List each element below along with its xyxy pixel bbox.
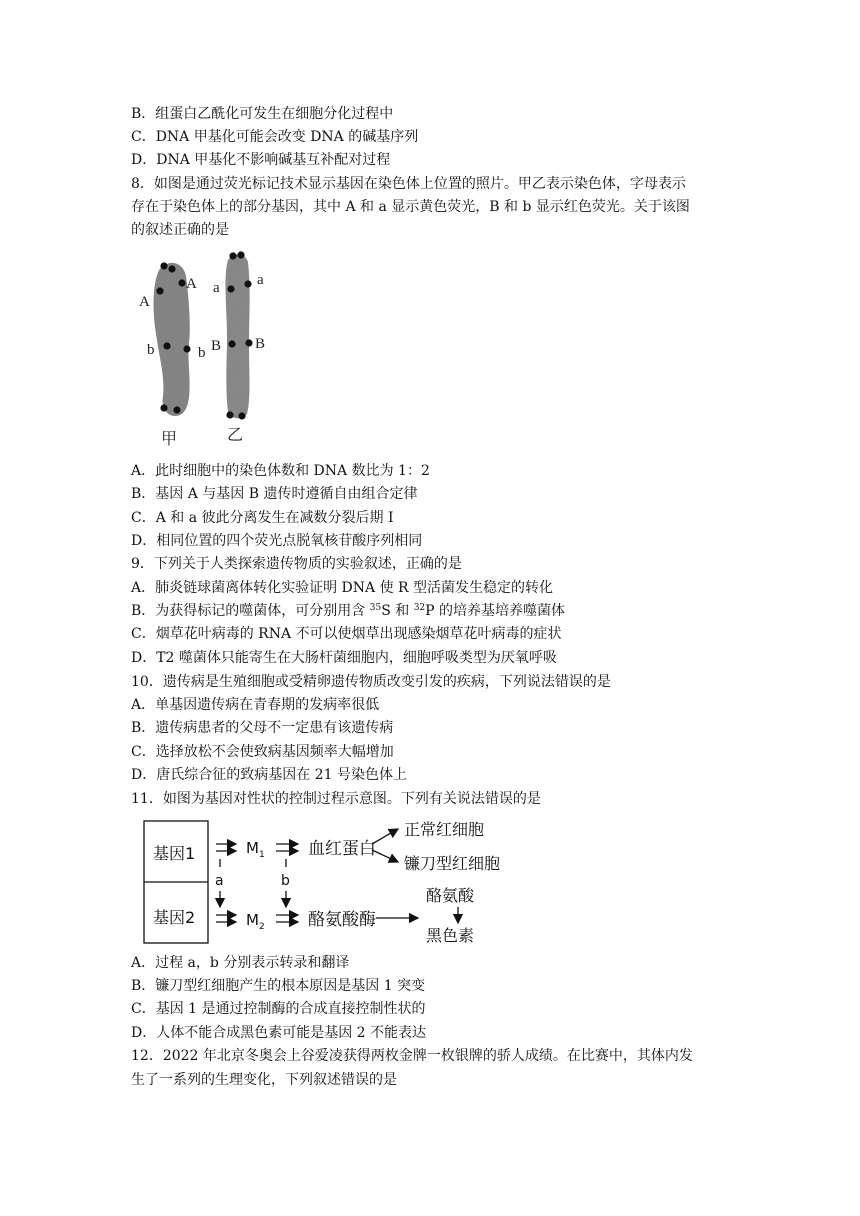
chromosome-label-jia: 甲 [161, 429, 178, 448]
q10-option-c: C．选择放松不会使致病基因频率大幅增加 [131, 744, 394, 760]
sickle-rbc-label: 镰刀型红细胞 [404, 854, 501, 873]
q8-option-a: A．此时细胞中的染色体数和 DNA 数比为 1：2 [131, 463, 430, 479]
gene-label-B-left: B [211, 338, 222, 354]
chromosome-label-yi: 乙 [227, 425, 244, 444]
q8-option-b: B．基因 A 与基因 B 遗传时遵循自由组合定律 [131, 486, 418, 502]
q9-option-c: C．烟草花叶病毒的 RNA 不可以使烟草出现感染烟草花叶病毒的症状 [131, 626, 562, 642]
q11-option-c: C．基因 1 是通过控制酶的合成直接控制性状的 [131, 1001, 426, 1017]
gene-label-A-left: A [139, 294, 150, 310]
question-9-stem: 9．下列关于人类探索遗传物质的实验叙述，正确的是 [131, 556, 462, 572]
q9-option-b-post: P 的培养基培养噬菌体 [425, 603, 566, 619]
m2-label: $M_2$ [246, 911, 265, 932]
option-c-methylation: C．DNA 甲基化可能会改变 DNA 的碱基序列 [131, 129, 419, 145]
q8-option-c: C．A 和 a 彼此分离发生在减数分裂后期 Ⅰ [131, 510, 394, 526]
process-a-label: a [215, 873, 224, 889]
tyrosine-label: 酪氨酸 [426, 886, 475, 905]
q8-option-d: D．相同位置的四个荧光点脱氧核苷酸序列相同 [131, 533, 423, 549]
chromosome-figure [131, 248, 301, 448]
question-11-stem: 11．如图为基因对性状的控制过程示意图。下列有关说法错误的是 [131, 791, 541, 807]
q9-option-b-mid: S 和 [381, 603, 414, 619]
question-12-stem-line1: 12．2022 年北京冬奥会上谷爱凌获得两枚金牌一枚银牌的骄人成绩。在比赛中，其体内发 [131, 1048, 693, 1064]
q9-option-b-pre: B．为获得标记的噬菌体，可分别用含 [131, 603, 370, 619]
gene-label-b-left: b [147, 342, 155, 358]
q9-option-b [131, 600, 565, 622]
q10-option-b: B．遗传病患者的父母不一定患有该遗传病 [131, 720, 394, 736]
q9-option-d: D．T2 噬菌体只能寄生在大肠杆菌细胞内，细胞呼吸类型为厌氧呼吸 [131, 650, 557, 666]
enzyme-label: 酪氨酸酶 [308, 910, 376, 930]
gene-label-B-right: B [255, 336, 266, 352]
q11-option-b: B．镰刀型红细胞产生的根本原因是基因 1 突变 [131, 978, 426, 994]
m1-label: $M_1$ [246, 839, 265, 860]
melanin-label: 黑色素 [426, 926, 475, 945]
chromosome-yi [225, 254, 249, 418]
gene-label-a-right: a [257, 272, 264, 288]
q9-option-a: A．肺炎链球菌离体转化实验证明 DNA 使 R 型活菌发生稳定的转化 [131, 580, 554, 596]
question-8-stem-line3: 的叙述正确的是 [131, 222, 229, 238]
question-8-stem-line2: 存在于染色体上的部分基因，其中 A 和 a 显示黄色荧光，B 和 b 显示红色荧光。关于该图 [131, 199, 690, 215]
gene2-label: 基因2 [153, 908, 196, 927]
gene-label-b-right: b [198, 345, 206, 361]
question-8-stem-line1: 8．如图是通过荧光标记技术显示基因在染色体上位置的照片。甲乙表示染色体，字母表示 [131, 176, 686, 192]
normal-rbc-label: 正常红细胞 [404, 820, 485, 839]
gene1-label: 基因1 [153, 844, 196, 863]
q11-option-a: A．过程 a，b 分别表示转录和翻译 [131, 955, 350, 971]
q11-option-d: D．人体不能合成黑色素可能是基因 2 不能表达 [131, 1025, 427, 1041]
q10-option-d: D．唐氏综合征的致病基因在 21 号染色体上 [131, 767, 407, 783]
isotope-35: 35 [369, 603, 382, 613]
question-12-stem-line2: 生了一系列的生理变化，下列叙述错误的是 [131, 1072, 397, 1088]
process-b-label: b [281, 873, 290, 889]
gene-label-a-left: a [213, 280, 220, 296]
option-d-methylation: D．DNA 甲基化不影响碱基互补配对过程 [131, 152, 391, 168]
gene-label-A-right: A [186, 276, 197, 292]
isotope-32: 32 [413, 603, 426, 613]
q10-option-a: A．单基因遗传病在青春期的发病率很低 [131, 697, 380, 713]
hemoglobin-label: 血红蛋白 [308, 839, 376, 859]
question-10-stem: 10．遗传病是生殖细胞或受精卵遗传物质改变引发的疾病，下列说法错误的是 [131, 674, 611, 690]
gene-control-diagram [140, 817, 560, 947]
option-b-acetylation: B．组蛋白乙酰化可发生在细胞分化过程中 [131, 106, 394, 122]
chromosome-jia [154, 263, 190, 416]
